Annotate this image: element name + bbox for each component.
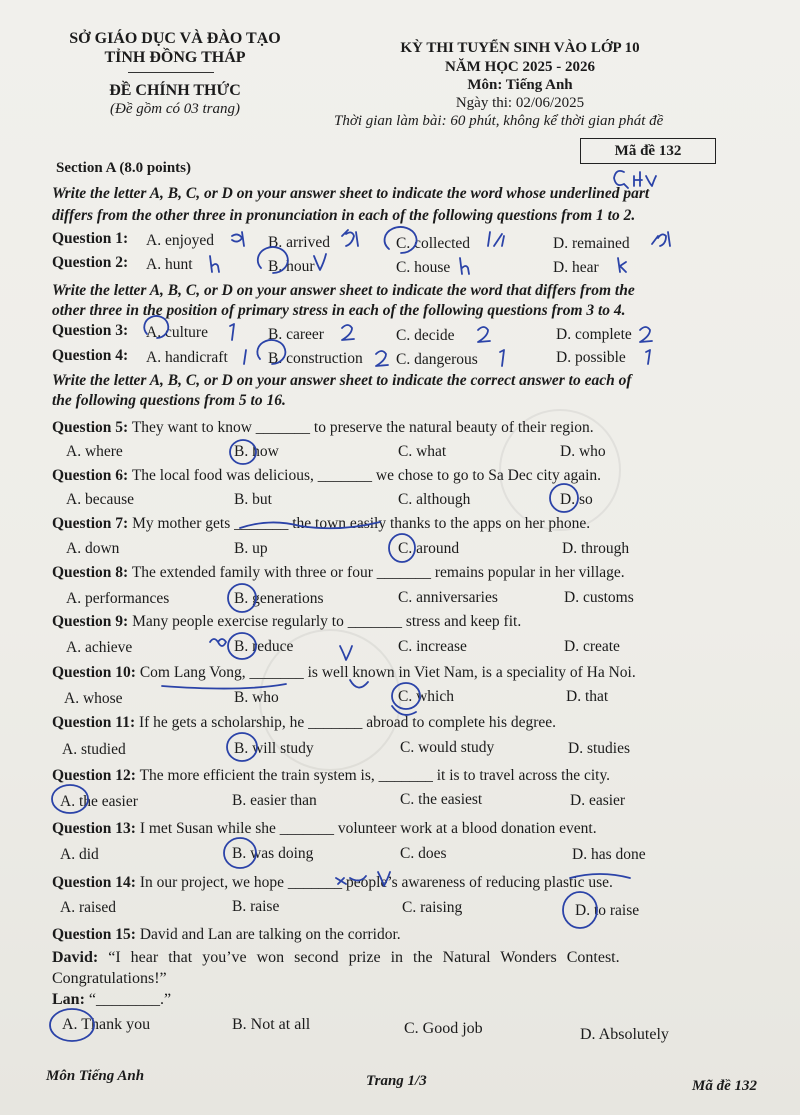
david-line-1: David: “I hear that you’ve won second prize in the Natural Wonders Contest.: [52, 949, 620, 966]
question-5: Question 5: They want to know _______ to preserve the natural beauty of their region.: [52, 419, 594, 436]
question-10-option-b: B. who: [234, 689, 279, 706]
question-14-option-a: A. raised: [60, 899, 116, 916]
question-6-option-a: A. because: [66, 491, 134, 508]
instruction-2-line-2: other three in the position of primary stress in each of the following questions from 3 to 4.: [52, 302, 626, 319]
question-14-option-c: C. raising: [402, 899, 463, 916]
question-15-option-d: D. Absolutely: [580, 1026, 669, 1043]
question-2-option-c: C. house: [396, 259, 451, 276]
question-5-option-c: C. what: [398, 443, 447, 460]
question-1-option-a: A. enjoyed: [146, 232, 215, 249]
question-13-option-c: C. does: [400, 845, 447, 862]
pen-mark-q1a: [232, 232, 244, 246]
question-13-option-d: D. has done: [572, 846, 646, 863]
pages-note: (Đề gồm có 03 trang): [110, 101, 240, 117]
question-12-option-d: D. easier: [570, 792, 626, 809]
pen-mark-q2a: [210, 256, 219, 272]
question-13-option-a: A. did: [60, 846, 99, 863]
question-12-option-b: B. easier than: [232, 792, 317, 809]
question-5-option-d: D. who: [560, 443, 606, 460]
question-4-label: Question 4:: [52, 347, 129, 364]
question-7-option-b: B. up: [234, 540, 268, 557]
instruction-3-line-2: the following questions from 5 to 16.: [52, 392, 286, 409]
underline-q10: [162, 684, 286, 689]
footer-exam-code: Mã đề 132: [692, 1078, 757, 1094]
tick-q9: [340, 646, 352, 660]
exam-title: KỲ THI TUYỂN SINH VÀO LỚP 10: [400, 40, 640, 56]
question-5-option-b: B. how: [234, 443, 279, 460]
question-14-option-b: B. raise: [232, 898, 280, 915]
question-10-option-a: A. whose: [64, 690, 123, 707]
question-7: Question 7: My mother gets _______ the town easily thanks to the apps on her phone.: [52, 515, 591, 532]
section-title: Section A (8.0 points): [56, 160, 192, 176]
question-1-option-c: C. collected: [396, 235, 471, 252]
pen-mark-q1c: [488, 232, 504, 246]
instruction-1-line-2: differs from the other three in pronunciation in each of the following questions from 1 to 2.: [52, 207, 636, 224]
question-3-option-a: A. culture: [146, 324, 208, 341]
pen-mark-q2b: [314, 254, 326, 270]
pen-mark-q4d: [646, 350, 650, 364]
question-8-option-b: B. generations: [234, 590, 324, 607]
official-label: ĐỀ CHÍNH THỨC: [109, 82, 241, 99]
question-11: Question 11: If he gets a scholarship, he _______ abroad to complete his degree.: [52, 714, 557, 731]
province-name: TỈNH ĐỒNG THÁP: [104, 49, 246, 66]
question-10: Question 10: Com Lang Vong, _______ is well known in Viet Nam, is a speciality of Ha Noi.: [52, 664, 636, 681]
question-10-option-d: D. that: [566, 688, 609, 705]
footer-subject: Môn Tiếng Anh: [46, 1068, 145, 1084]
pen-mark-q2c: [460, 258, 469, 274]
question-8-option-d: D. customs: [564, 589, 634, 606]
question-7-option-d: D. through: [562, 540, 630, 557]
pen-mark-q1d: [652, 232, 670, 246]
pen-mark-q3a: [230, 324, 234, 340]
question-12-option-c: C. the easiest: [400, 791, 483, 808]
instruction-1-line-1: Write the letter A, B, C, or D on your answer sheet to indicate the word whose underlined part: [52, 185, 650, 202]
question-1-label: Question 1:: [52, 230, 129, 247]
question-5-option-a: A. where: [66, 443, 123, 460]
question-13-option-b: B. was doing: [232, 845, 314, 862]
question-11-option-b: B. will study: [234, 740, 314, 757]
question-6-option-c: C. although: [398, 491, 471, 508]
question-8: Question 8: The extended family with three or four _______ remains popular in her village.: [52, 564, 625, 581]
question-2-option-b: B. hour: [268, 258, 315, 275]
question-6-option-b: B. but: [234, 491, 272, 508]
question-14-option-d: D. to raise: [575, 902, 640, 919]
question-15-option-b: B. Not at all: [232, 1016, 311, 1033]
instruction-3-line-1: Write the letter A, B, C, or D on your answer sheet to indicate the correct answer to each of: [52, 372, 632, 389]
question-3-label: Question 3:: [52, 322, 129, 339]
question-12-option-a: A. the easier: [60, 793, 138, 810]
pen-mark-q3c: [478, 327, 490, 342]
question-2-option-d: D. hear: [553, 259, 599, 276]
pen-mark-q3d: [640, 327, 652, 342]
question-4-option-a: A. handicraft: [146, 349, 228, 366]
question-11-option-c: C. would study: [400, 739, 495, 756]
scribble-q9: [210, 639, 226, 646]
exam-code-box: Mã đề 132: [580, 138, 716, 164]
header-divider: [128, 72, 214, 73]
question-9-option-b: B. reduce: [234, 638, 294, 655]
question-11-option-d: D. studies: [568, 740, 630, 757]
question-9-option-a: A. achieve: [66, 639, 133, 656]
question-15-option-c: C. Good job: [404, 1020, 483, 1037]
instruction-2-line-1: Write the letter A, B, C, or D on your answer sheet to indicate the word that differs from the: [52, 282, 635, 299]
question-7-option-a: A. down: [66, 540, 120, 557]
question-6-option-d: D. so: [560, 491, 593, 508]
pen-mark-q3b: [342, 325, 354, 340]
question-6: Question 6: The local food was delicious, _______ we chose to go to Sa Dec city again.: [52, 467, 602, 484]
footer-page: Trang 1/3: [366, 1073, 427, 1089]
pen-mark-q2d: [618, 258, 626, 272]
question-13: Question 13: I met Susan while she _______ volunteer work at a blood donation event.: [52, 820, 597, 837]
question-3-option-b: B. career: [268, 326, 324, 343]
david-line-2: Congratulations!”: [52, 970, 167, 987]
question-3-option-d: D. complete: [556, 326, 632, 343]
pen-mark-q4a: [244, 350, 246, 364]
question-10-option-c: C. which: [398, 688, 454, 705]
question-15: Question 15: David and Lan are talking on the corridor.: [52, 926, 401, 943]
subject: Môn: Tiếng Anh: [467, 77, 573, 93]
question-2-option-a: A. hunt: [146, 256, 193, 273]
school-year: NĂM HỌC 2025 - 2026: [445, 59, 595, 75]
question-2-label: Question 2:: [52, 254, 129, 271]
question-9-option-d: D. create: [564, 638, 620, 655]
question-4-option-b: B. construction: [268, 350, 363, 367]
question-9: Question 9: Many people exercise regularly to _______ stress and keep fit.: [52, 613, 522, 630]
question-8-option-c: C. anniversaries: [398, 589, 498, 606]
lan-line: Lan: “________.”: [52, 991, 172, 1008]
pen-mark-q4c: [500, 350, 504, 366]
question-15-option-a: A. Thank you: [62, 1016, 151, 1033]
pen-mark-q4b: [376, 351, 388, 366]
pen-mark-q1b: [342, 230, 358, 246]
exam-date: Ngày thi: 02/06/2025: [455, 95, 585, 111]
question-14: Question 14: In our project, we hope _______ people’s awareness of reducing plastic use.: [52, 874, 613, 891]
duration: Thời gian làm bài: 60 phút, không kể thời gian phát đề: [334, 113, 664, 129]
question-4-option-c: C. dangerous: [396, 351, 478, 368]
question-8-option-a: A. performances: [66, 590, 170, 607]
question-11-option-a: A. studied: [62, 741, 126, 758]
department-name: SỞ GIÁO DỤC VÀ ĐÀO TẠO: [69, 30, 281, 47]
question-4-option-d: D. possible: [556, 349, 626, 366]
question-1-option-d: D. remained: [553, 235, 630, 252]
question-3-option-c: C. decide: [396, 327, 455, 344]
question-7-option-c: C. around: [398, 540, 460, 557]
question-12: Question 12: The more efficient the train system is, _______ it is to travel across the city.: [52, 767, 611, 784]
question-1-option-b: B. arrived: [268, 234, 330, 251]
question-9-option-c: C. increase: [398, 638, 467, 655]
